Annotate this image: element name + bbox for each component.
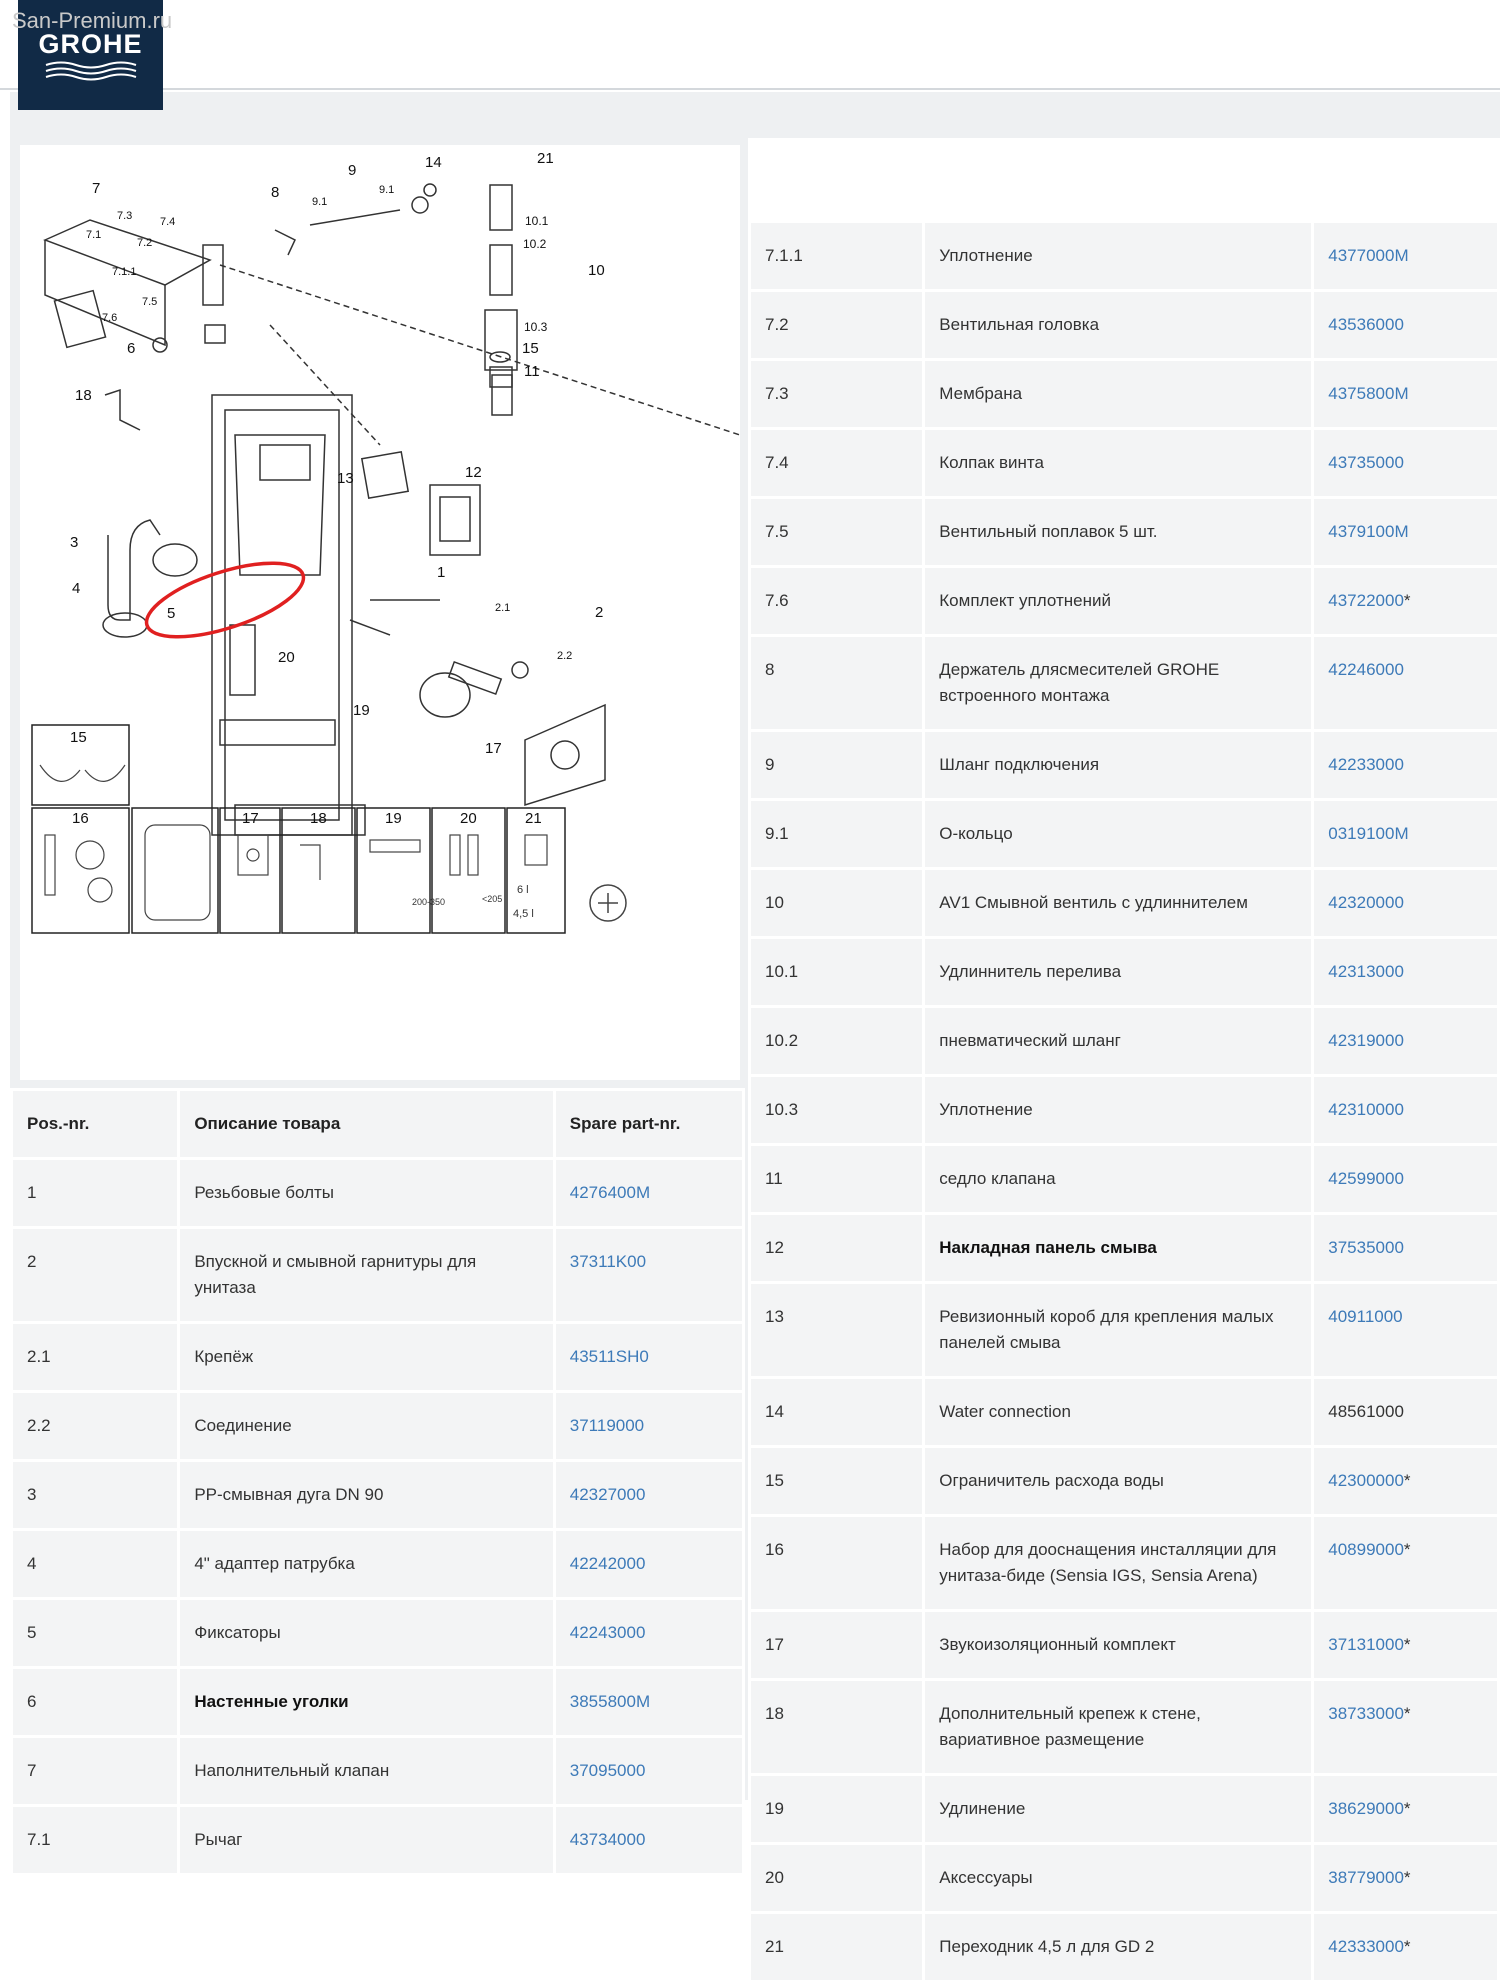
table-row	[13, 1600, 742, 1666]
callout-label: 13	[337, 470, 354, 487]
part-number-text[interactable]: 40911000	[1328, 1307, 1403, 1326]
callout-label: 9.1	[379, 184, 395, 196]
part-number-link[interactable]	[1314, 732, 1497, 798]
pos-cell: 10.3	[751, 1077, 922, 1143]
pos-cell: 7.1.1	[751, 223, 922, 289]
callout-label: 1	[437, 564, 446, 581]
part-number-text[interactable]: 43735000	[1328, 453, 1404, 472]
callout-label: 10.2	[523, 237, 547, 251]
description-cell: Вентильная головка	[925, 292, 1311, 358]
callout-label: 10.1	[525, 214, 549, 228]
pos-cell: 20	[751, 1845, 922, 1911]
part-number-text[interactable]: 40899000	[1328, 1540, 1404, 1559]
callout-label: 10.3	[524, 320, 548, 334]
header-part: Spare part-nr.	[556, 1091, 742, 1157]
description-cell: Соединение	[180, 1393, 552, 1459]
part-number-link[interactable]	[1314, 1914, 1497, 1980]
part-number-link[interactable]	[1314, 361, 1497, 427]
pos-cell: 11	[751, 1146, 922, 1212]
installation-frame	[212, 395, 352, 835]
description-cell: Уплотнение	[925, 223, 1311, 289]
asterisk-mark: *	[1403, 1704, 1411, 1723]
table-row	[751, 1845, 1497, 1911]
legend-number: 17	[242, 810, 259, 827]
table-row	[751, 1215, 1497, 1281]
table-row	[751, 568, 1497, 634]
pos-cell: 16	[751, 1517, 922, 1609]
asterisk-mark: *	[1403, 1540, 1411, 1559]
part-number-link[interactable]	[556, 1531, 742, 1597]
description-cell: PP-смывная дуга DN 90	[180, 1462, 552, 1528]
pos-cell: 13	[751, 1284, 922, 1376]
header-bar	[0, 0, 1500, 90]
callout-label: 17	[485, 740, 502, 757]
callout-label: 9.1	[312, 196, 328, 208]
table-header-row	[13, 1091, 742, 1157]
legend-number: 16	[72, 810, 89, 827]
legend-number: 18	[310, 810, 327, 827]
part-number-link[interactable]	[556, 1229, 742, 1321]
description-cell: 4" адаптер патрубка	[180, 1531, 552, 1597]
pos-cell: 1	[13, 1160, 177, 1226]
table-row	[751, 1379, 1497, 1445]
part-number-text[interactable]: 37535000	[1328, 1238, 1404, 1257]
pos-cell: 18	[751, 1681, 922, 1773]
description-cell: Ограничитель расхода воды	[925, 1448, 1311, 1514]
part-number-link[interactable]	[1314, 1681, 1497, 1773]
part-number-text[interactable]: 43734000	[569, 1830, 646, 1849]
callout-label: 11	[524, 363, 540, 380]
legend-number: 20	[460, 810, 477, 827]
part-number-link[interactable]	[1314, 1008, 1497, 1074]
legend-number: 15	[70, 729, 87, 746]
pos-cell: 9	[751, 732, 922, 798]
part-number-link[interactable]	[1314, 801, 1497, 867]
dimension-label: <205	[482, 894, 503, 904]
pos-cell: 12	[751, 1215, 922, 1281]
description-cell: Держатель длясмесителей GROHE встроенного монтажа	[925, 637, 1311, 729]
pos-cell: 2.1	[13, 1324, 177, 1390]
table-row	[751, 1517, 1497, 1609]
description-cell: Звукоизоляционный комплект	[925, 1612, 1311, 1678]
description-cell: Настенные уголки	[180, 1669, 552, 1735]
description-cell: Набор для дооснащения инсталляции для унитаза-биде (Sensia IGS, Sensia Arena)	[925, 1517, 1311, 1609]
part-number-text[interactable]: 4276400M	[569, 1183, 651, 1202]
part-number-text[interactable]: 3855800M	[569, 1692, 651, 1711]
part-number-link[interactable]	[1314, 1448, 1497, 1514]
cistern	[235, 435, 325, 575]
table-row	[13, 1807, 742, 1873]
pos-cell: 7	[13, 1738, 177, 1804]
pos-cell: 19	[751, 1776, 922, 1842]
table-row	[13, 1160, 742, 1226]
part-number-text[interactable]: 4379100M	[1328, 522, 1409, 541]
description-cell: Мембрана	[925, 361, 1311, 427]
description-cell: Комплект уплотнений	[925, 568, 1311, 634]
table-row	[751, 1776, 1497, 1842]
description-cell: Удлинение	[925, 1776, 1311, 1842]
zoom-plus-button	[590, 885, 626, 921]
part-number-link[interactable]	[1314, 1146, 1497, 1212]
pos-cell: 5	[13, 1600, 177, 1666]
description-cell: Дополнительный крепеж к стене, вариативное размещение	[925, 1681, 1311, 1773]
callout-labels	[70, 150, 605, 757]
part-number-link[interactable]	[1314, 499, 1497, 565]
callout-label: 4	[72, 580, 81, 597]
part-number-text[interactable]: 42246000	[1328, 660, 1404, 679]
description-cell: Колпак винта	[925, 430, 1311, 496]
part-number-link[interactable]	[1314, 1845, 1497, 1911]
table-row	[13, 1462, 742, 1528]
part-number-text[interactable]: 4377000M	[1328, 246, 1409, 265]
part-number-text[interactable]: 42242000	[569, 1554, 646, 1573]
callout-label: 6	[127, 340, 136, 357]
part-number-text[interactable]: 43511SH0	[569, 1347, 649, 1366]
callout-label: 8	[271, 184, 280, 201]
pos-cell: 17	[751, 1612, 922, 1678]
callout-label: 15	[522, 340, 539, 357]
callout-label: 7.6	[102, 312, 118, 324]
callout-label: 3	[70, 534, 79, 551]
part-number-link[interactable]	[556, 1393, 742, 1459]
part-number-text[interactable]: 42233000	[1328, 755, 1404, 774]
pos-cell: 7.4	[751, 430, 922, 496]
table-row	[751, 637, 1497, 729]
table-row	[751, 732, 1497, 798]
table-row	[751, 1612, 1497, 1678]
callout-label: 21	[537, 150, 554, 167]
pos-cell: 14	[751, 1379, 922, 1445]
parts-table-right-panel	[748, 138, 1500, 1956]
legend-labels	[70, 729, 542, 827]
table-row	[751, 1914, 1497, 1980]
part-number-link[interactable]	[1314, 430, 1497, 496]
callout-label: 2.1	[495, 602, 511, 614]
pos-cell: 21	[751, 1914, 922, 1980]
callout-label: 7.4	[160, 216, 176, 228]
exploded-diagram	[20, 145, 740, 1080]
table-row	[13, 1393, 742, 1459]
part-number-text[interactable]: 42310000	[1328, 1100, 1404, 1119]
pos-cell: 10.1	[751, 939, 922, 1005]
part-number-link[interactable]	[556, 1324, 742, 1390]
part-number-text[interactable]: 38629000	[1328, 1799, 1404, 1818]
part-number-text[interactable]: 0319100M	[1328, 824, 1409, 843]
logo-text: GROHE	[38, 28, 143, 59]
parts-table-right	[748, 220, 1500, 1983]
table-row	[13, 1669, 742, 1735]
pos-cell: 7.3	[751, 361, 922, 427]
part-number-link[interactable]	[1314, 1612, 1497, 1678]
part-number-link[interactable]	[1314, 292, 1497, 358]
asterisk-mark: *	[1403, 591, 1411, 610]
part-number-text[interactable]: 43722000	[1328, 591, 1404, 610]
pos-cell: 7.5	[751, 499, 922, 565]
asterisk-mark: *	[1403, 1471, 1411, 1490]
pos-cell: 9.1	[751, 801, 922, 867]
callout-label: 7.3	[117, 210, 133, 222]
callout-label: 5	[167, 605, 176, 622]
description-cell: Резьбовые болты	[180, 1160, 552, 1226]
part-number-link[interactable]	[1314, 637, 1497, 729]
table-row	[13, 1229, 742, 1321]
part-number-link[interactable]	[1314, 1284, 1497, 1376]
asterisk-mark: *	[1403, 1937, 1411, 1956]
part-number-text[interactable]: 37095000	[569, 1761, 646, 1780]
pos-cell: 6	[13, 1669, 177, 1735]
callout-label: 19	[353, 702, 370, 719]
part-number-link[interactable]	[1314, 1077, 1497, 1143]
callout-label: 14	[425, 154, 442, 171]
table-row	[751, 1448, 1497, 1514]
part-number-link[interactable]	[556, 1738, 742, 1804]
callout-label: 18	[75, 387, 92, 404]
table-row	[13, 1531, 742, 1597]
callout-label: 7.1	[86, 229, 102, 241]
table-row	[751, 223, 1497, 289]
asterisk-mark: *	[1403, 1635, 1411, 1654]
part-number-link[interactable]	[556, 1807, 742, 1873]
parts-table-left-panel	[10, 1088, 745, 1849]
table-row	[751, 1077, 1497, 1143]
part-number-link[interactable]	[1314, 1215, 1497, 1281]
callout-label: 12	[465, 464, 482, 481]
callout-label: 7	[92, 180, 101, 197]
pos-cell: 2.2	[13, 1393, 177, 1459]
callout-label: 9	[348, 162, 357, 179]
description-cell: Впускной и смывной гарнитуры для унитаза	[180, 1229, 552, 1321]
description-cell: Шланг подключения	[925, 732, 1311, 798]
pos-cell: 7.2	[751, 292, 922, 358]
pos-cell: 4	[13, 1531, 177, 1597]
legend-number: 21	[525, 810, 542, 827]
dimension-label: 4,5 l	[513, 908, 534, 920]
table-row	[13, 1738, 742, 1804]
callout-label: 7.1.1	[112, 266, 137, 278]
legend-number: 19	[385, 810, 402, 827]
legend-thumbnails	[40, 765, 547, 920]
description-cell: Переходник 4,5 л для GD 2	[925, 1914, 1311, 1980]
part-number-text: 48561000	[1328, 1402, 1404, 1421]
asterisk-mark: *	[1403, 1868, 1411, 1887]
part-number-text[interactable]: 42320000	[1328, 893, 1404, 912]
description-cell: Ревизионный короб для крепления малых панелей смыва	[925, 1284, 1311, 1376]
asterisk-mark: *	[1403, 1799, 1411, 1818]
pos-cell: 8	[751, 637, 922, 729]
description-cell: Рычаг	[180, 1807, 552, 1873]
part-number-text[interactable]: 42319000	[1328, 1031, 1404, 1050]
description-cell: Накладная панель смыва	[925, 1215, 1311, 1281]
description-cell: Аксессуары	[925, 1845, 1311, 1911]
part-number-link[interactable]	[1314, 1517, 1497, 1609]
pos-cell: 10.2	[751, 1008, 922, 1074]
part-number-text[interactable]: 42300000	[1328, 1471, 1404, 1490]
table-row	[751, 939, 1497, 1005]
parts-table-left	[10, 1088, 745, 1876]
table-row	[751, 361, 1497, 427]
part-number-text[interactable]: 38733000	[1328, 1704, 1404, 1723]
part-number-link[interactable]	[556, 1160, 742, 1226]
pos-cell: 10	[751, 870, 922, 936]
description-cell: Крепёж	[180, 1324, 552, 1390]
pos-cell: 3	[13, 1462, 177, 1528]
part-number	[1314, 1379, 1497, 1445]
description-cell: Наполнительный клапан	[180, 1738, 552, 1804]
part-number-text[interactable]: 42327000	[569, 1485, 646, 1504]
callout-label: 7.2	[137, 237, 153, 249]
part-number-link[interactable]	[1314, 939, 1497, 1005]
part-number-text[interactable]: 37131000	[1328, 1635, 1404, 1654]
description-cell: пневматический шланг	[925, 1008, 1311, 1074]
part-number-text[interactable]: 42313000	[1328, 962, 1404, 981]
description-cell: Удлиннитель перелива	[925, 939, 1311, 1005]
part-number-text[interactable]: 37311K00	[569, 1252, 647, 1271]
part-number-text[interactable]: 42599000	[1328, 1169, 1404, 1188]
description-cell: Уплотнение	[925, 1077, 1311, 1143]
part-number-text[interactable]: 42243000	[569, 1623, 646, 1642]
callout-label: 10	[588, 262, 605, 279]
part-number-link[interactable]	[556, 1669, 742, 1735]
table-row	[751, 292, 1497, 358]
header-pos: Pos.-nr.	[13, 1091, 177, 1157]
dimension-label: 6 l	[517, 884, 529, 896]
part-number-text[interactable]: 37119000	[569, 1416, 645, 1435]
pos-cell: 7.1	[13, 1807, 177, 1873]
part-number-text[interactable]: 42333000	[1328, 1937, 1404, 1956]
part-number-text[interactable]: 38779000	[1328, 1868, 1404, 1887]
table-row	[751, 1284, 1497, 1376]
watermark: San-Premium.ru	[12, 8, 173, 33]
description-cell: седло клапана	[925, 1146, 1311, 1212]
description-cell: Фиксаторы	[180, 1600, 552, 1666]
part-number-link[interactable]	[556, 1600, 742, 1666]
table-row	[13, 1324, 742, 1390]
description-cell: О-кольцо	[925, 801, 1311, 867]
part-number-link[interactable]	[1314, 223, 1497, 289]
exploded-diagram-panel	[20, 145, 740, 1080]
description-cell: Вентильный поплавок 5 шт.	[925, 499, 1311, 565]
pos-cell: 15	[751, 1448, 922, 1514]
callout-label: 2	[595, 604, 604, 621]
header-desc: Описание товара	[180, 1091, 552, 1157]
logo-waves-icon	[41, 60, 141, 82]
table-row	[751, 499, 1497, 565]
callout-label: 2.2	[557, 650, 573, 662]
part-number-text[interactable]: 43536000	[1328, 315, 1404, 334]
part-number-link[interactable]	[1314, 568, 1497, 634]
part-number-text[interactable]: 4375800M	[1328, 384, 1409, 403]
table-row	[751, 870, 1497, 936]
part-number-link[interactable]	[1314, 870, 1497, 936]
callout-label: 20	[278, 649, 295, 666]
callout-label: 7.5	[142, 296, 158, 308]
description-cell: Water connection	[925, 1379, 1311, 1445]
part-number-link[interactable]	[1314, 1776, 1497, 1842]
table-row	[751, 430, 1497, 496]
pos-cell: 7.6	[751, 568, 922, 634]
part-number-link[interactable]	[556, 1462, 742, 1528]
table-row	[751, 1146, 1497, 1212]
table-row	[751, 1681, 1497, 1773]
description-cell: AV1 Смывной вентиль с удлиннителем	[925, 870, 1311, 936]
table-row	[751, 801, 1497, 867]
dimension-label: 200-350	[412, 897, 446, 907]
pos-cell: 2	[13, 1229, 177, 1321]
table-row	[751, 1008, 1497, 1074]
